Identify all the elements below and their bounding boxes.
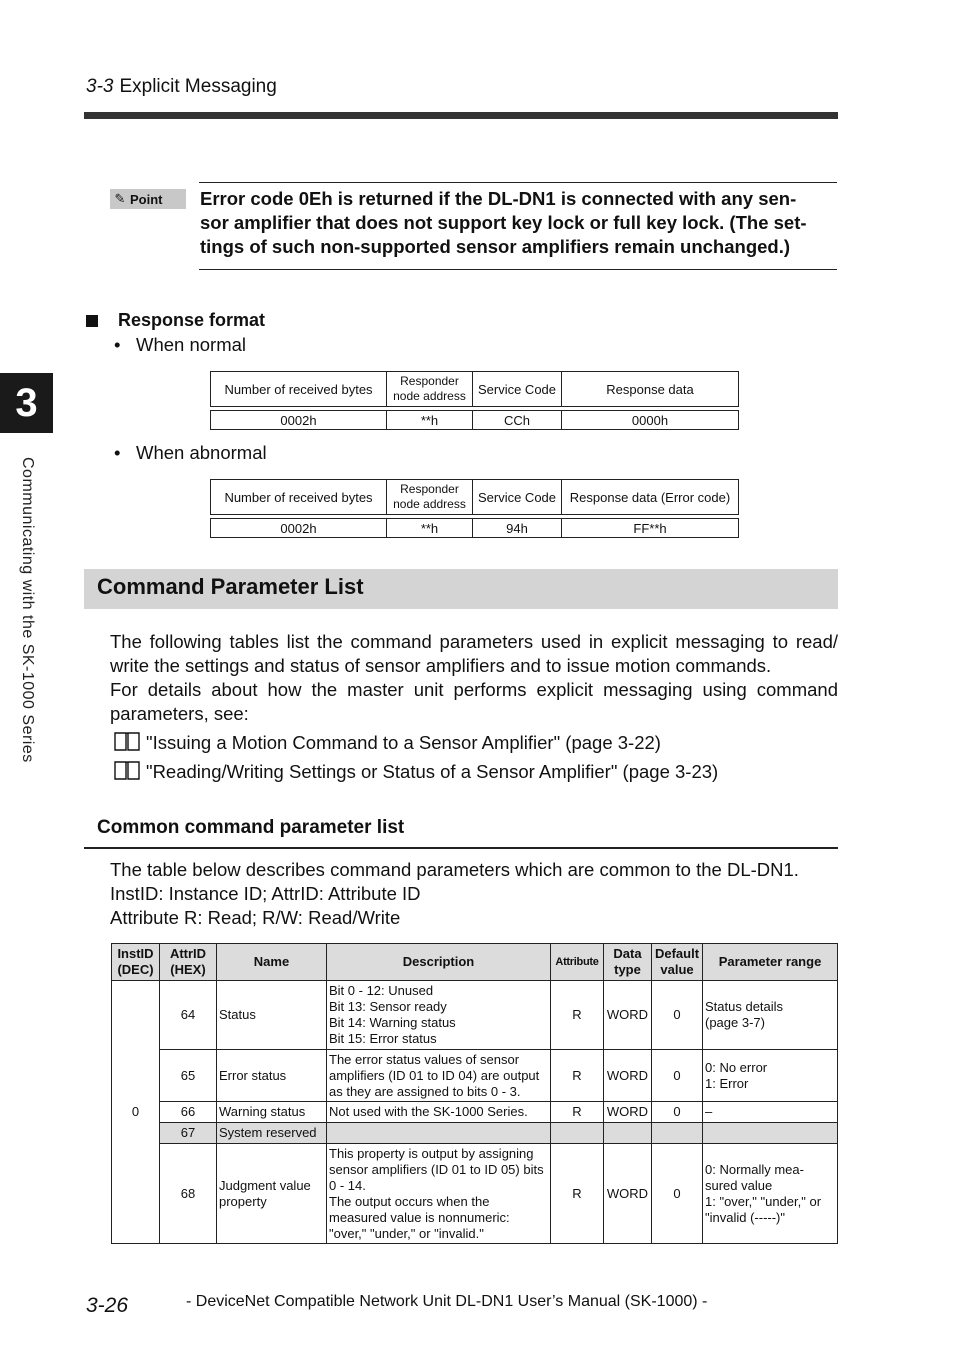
cell-name: Status xyxy=(217,981,327,1050)
table-row xyxy=(112,1050,838,1102)
value-responder-node: **h xyxy=(387,411,473,430)
reference-link-motion[interactable] xyxy=(114,731,842,757)
table-row xyxy=(112,1144,838,1244)
section-header xyxy=(86,76,277,98)
col-range: Parameter range xyxy=(703,944,838,981)
cell-instid: 0 xyxy=(112,981,160,1244)
cell-default xyxy=(652,1123,703,1144)
square-bullet-icon xyxy=(86,315,98,327)
chapter-side-title: Communicating with the SK-1000 Series xyxy=(19,457,36,763)
cell-range: 0: Normally mea- sured value 1: "over," "under," or "invalid (-----)" xyxy=(703,1144,838,1244)
cell-attribute: R xyxy=(551,981,604,1050)
cell-range xyxy=(703,1123,838,1144)
sub-rule xyxy=(84,847,838,849)
cell-attrid: 65 xyxy=(160,1050,217,1102)
point-line: sor amplifier that does not support key lock or full key lock. (The set- xyxy=(200,212,807,233)
footer-text: - DeviceNet Compatible Network Unit DL-DN1 User’s Manual (SK-1000) - xyxy=(186,1293,708,1310)
cell-description: Bit 0 - 12: Unused Bit 13: Sensor ready Bit 14: Warning status Bit 15: Error status xyxy=(327,981,551,1050)
header-response-data: Response data xyxy=(562,372,739,407)
common-desc-line: Attribute R: Read; R/W: Read/Write xyxy=(110,907,401,928)
col-default: Default value xyxy=(652,944,703,981)
cell-attribute: R xyxy=(551,1102,604,1123)
header-rule xyxy=(84,112,838,119)
response-normal-table xyxy=(210,371,739,430)
value-received-bytes: 0002h xyxy=(211,519,387,538)
point-line: tings of such non-supported sensor amplifiers remain unchanged.) xyxy=(200,236,791,257)
book-icon xyxy=(114,760,140,786)
cell-range: 0: No error 1: Error xyxy=(703,1050,838,1102)
header-response-data: Response data (Error code) xyxy=(562,480,739,515)
header-received-bytes: Number of received bytes xyxy=(211,480,387,515)
value-response-data: FF**h xyxy=(562,519,739,538)
header-responder-node: Responder node address xyxy=(387,372,473,407)
cell-description: This property is output by assigning sensor amplifiers (ID 01 to ID 05) bits 0 - 14. The output occurs when the measured value is nonnumeric: "over," "under," or "invalid." xyxy=(327,1144,551,1244)
bullet-icon: • xyxy=(114,334,121,355)
cell-description xyxy=(327,1123,551,1144)
when-normal-label: When normal xyxy=(136,334,247,355)
cell-attribute: R xyxy=(551,1144,604,1244)
common-parameter-table xyxy=(111,943,838,1244)
book-icon xyxy=(114,731,140,757)
cell-attrid: 64 xyxy=(160,981,217,1050)
cell-default: 0 xyxy=(652,981,703,1050)
col-data-type: Data type xyxy=(604,944,652,981)
cell-attrid: 66 xyxy=(160,1102,217,1123)
table-row xyxy=(112,981,838,1050)
header-service-code: Service Code xyxy=(473,480,562,515)
point-label: Point xyxy=(130,191,163,207)
cell-data-type: WORD xyxy=(604,1102,652,1123)
page-number: 3-26 xyxy=(86,1294,129,1317)
value-response-data: 0000h xyxy=(562,411,739,430)
bullet-when-abnormal xyxy=(114,442,267,464)
reference-text: "Issuing a Motion Command to a Sensor Amplifier" (page 3-22) xyxy=(146,732,661,753)
cell-description: Not used with the SK-1000 Series. xyxy=(327,1102,551,1123)
section-title: Explicit Messaging xyxy=(119,76,277,97)
common-desc-line: The table below describes command parameters which are common to the DL-DN1. xyxy=(110,859,799,880)
response-format-title: Response format xyxy=(118,310,266,330)
cell-attribute: R xyxy=(551,1050,604,1102)
cell-range: – xyxy=(703,1102,838,1123)
cell-default: 0 xyxy=(652,1050,703,1102)
cell-name: Error status xyxy=(217,1050,327,1102)
value-service-code: CCh xyxy=(473,411,562,430)
bullet-when-normal xyxy=(114,334,246,356)
point-badge xyxy=(110,189,186,209)
col-instid: InstID (DEC) xyxy=(112,944,160,981)
value-service-code: 94h xyxy=(473,519,562,538)
value-responder-node: **h xyxy=(387,519,473,538)
table-row xyxy=(112,1123,838,1144)
header-responder-node: Responder node address xyxy=(387,480,473,515)
cell-default: 0 xyxy=(652,1144,703,1244)
cell-attribute xyxy=(551,1123,604,1144)
cell-attrid: 68 xyxy=(160,1144,217,1244)
command-parameter-list-title: Command Parameter List xyxy=(97,574,364,599)
pencil-icon: ✎ xyxy=(114,191,126,206)
common-desc-line: InstID: Instance ID; AttrID: Attribute ID xyxy=(110,883,421,904)
header-service-code: Service Code xyxy=(473,372,562,407)
cell-data-type: WORD xyxy=(604,981,652,1050)
when-abnormal-label: When abnormal xyxy=(136,442,267,463)
reference-link-settings[interactable] xyxy=(114,760,842,786)
cell-description: The error status values of sensor amplifiers (ID 01 to ID 04) are output as they are assigned to bits 0 - 3. xyxy=(327,1050,551,1102)
section-number: 3-3 xyxy=(86,76,114,97)
col-attribute: Attribute xyxy=(551,944,604,981)
table-row xyxy=(112,1102,838,1123)
cell-name: Judgment value property xyxy=(217,1144,327,1244)
cell-default: 0 xyxy=(652,1102,703,1123)
col-attrid: AttrID (HEX) xyxy=(160,944,217,981)
cell-data-type xyxy=(604,1123,652,1144)
point-text xyxy=(200,187,840,259)
point-line: Error code 0Eh is returned if the DL-DN1 is connected with any sen- xyxy=(200,188,797,209)
reference-text: "Reading/Writing Settings or Status of a Sensor Amplifier" (page 3-23) xyxy=(146,761,719,782)
col-description: Description xyxy=(327,944,551,981)
col-name: Name xyxy=(217,944,327,981)
header-received-bytes: Number of received bytes xyxy=(211,372,387,407)
details-paragraph: For details about how the master unit performs explicit messaging using command parameters, see: xyxy=(110,679,838,724)
cell-data-type: WORD xyxy=(604,1050,652,1102)
common-description xyxy=(110,858,838,930)
bullet-icon: • xyxy=(114,442,121,463)
common-list-title: Common command parameter list xyxy=(97,817,405,838)
cell-range: Status details (page 3-7) xyxy=(703,981,838,1050)
cell-name: System reserved xyxy=(217,1123,327,1144)
chapter-tab: 3 xyxy=(0,373,53,433)
value-received-bytes: 0002h xyxy=(211,411,387,430)
cell-attrid: 67 xyxy=(160,1123,217,1144)
response-abnormal-table xyxy=(210,479,739,538)
intro-paragraph: The following tables list the command parameters used in explicit messaging to read/ write the settings and status of sensor amplifiers and to issue motion commands. xyxy=(110,631,838,676)
cell-name: Warning status xyxy=(217,1102,327,1123)
cell-data-type: WORD xyxy=(604,1144,652,1244)
